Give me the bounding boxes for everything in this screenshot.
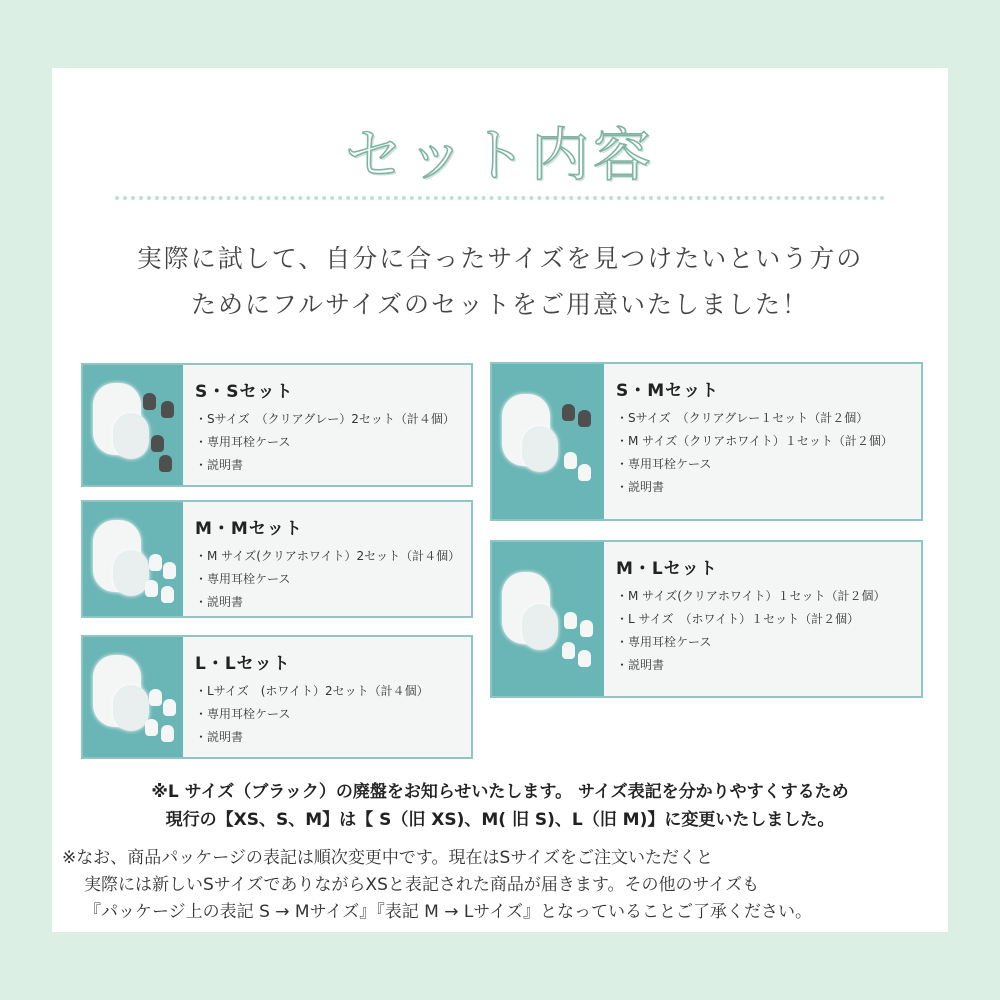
note-line: 『パッケージ上の表記 S → Mサイズ』『表記 M → Lサイズ』となっていることご了承ください。: [84, 902, 812, 922]
dotted-divider: [115, 196, 885, 200]
set-ll: [81, 635, 473, 759]
product-image: [492, 364, 604, 519]
set-item: ・説明書: [616, 658, 665, 672]
case-icon: [113, 685, 149, 731]
product-image: [83, 502, 183, 616]
case-icon: [113, 550, 149, 596]
set-title: L・Lセット: [195, 654, 291, 674]
set-item: ・Sサイズ （クリアグレー）2セット（計４個）: [195, 412, 455, 426]
set-item: ・Sサイズ （クリアグレー１セット（計２個）: [616, 411, 869, 425]
set-item: ・専用耳栓ケース: [195, 435, 291, 449]
set-item: ・専用耳栓ケース: [195, 572, 291, 586]
case-icon: [113, 413, 149, 459]
set-sm: [490, 362, 923, 521]
set-title: S・Mセット: [616, 381, 720, 401]
set-item: ・M サイズ(クリアホワイト）１セット（計２個）: [616, 589, 886, 603]
product-image: [83, 365, 183, 485]
set-item: ・専用耳栓ケース: [616, 635, 712, 649]
product-image: [492, 542, 604, 696]
set-item: ・専用耳栓ケース: [616, 457, 712, 471]
set-item: ・Lサイズ (ホワイト）2セット（計４個）: [195, 684, 429, 698]
lead-line: 実際に試して、自分に合ったサイズを見つけたいという方の: [136, 244, 864, 273]
note-line: ※なお、商品パッケージの表記は順次変更中です。現在はSサイズをご注文いただくと: [62, 848, 713, 868]
set-title: M・Mセット: [195, 519, 303, 539]
notice-line: 現行の【XS、S、M】は【 S（旧 XS)、M( 旧 S)、L（旧 M)】に変更いたしました。: [165, 810, 835, 830]
set-item: ・M サイズ(クリアホワイト）2セット（計４個）: [195, 549, 461, 563]
discontinue-notice: [0, 778, 1000, 834]
lead-text: [0, 236, 1000, 328]
set-mm: [81, 500, 473, 618]
case-icon: [522, 604, 558, 650]
product-image: [83, 637, 183, 757]
case-icon: [522, 426, 558, 472]
set-item: ・専用耳栓ケース: [195, 707, 291, 721]
set-item: ・M サイズ（クリアホワイト）１セット（計２個）: [616, 434, 893, 448]
set-item: ・説明書: [195, 458, 244, 472]
set-item: ・説明書: [195, 730, 244, 744]
set-ml: [490, 540, 923, 698]
set-item: ・説明書: [616, 480, 665, 494]
set-title: M・Lセット: [616, 559, 718, 579]
note-line: 実際には新しいSサイズでありながらXSと表記された商品が届きます。その他のサイズも: [84, 875, 760, 895]
set-item: ・説明書: [195, 595, 244, 609]
package-note: [62, 845, 962, 926]
page-title: セット内容: [344, 121, 655, 189]
set-ss: [81, 363, 473, 487]
lead-line: ためにフルサイズのセットをご用意いたしました！: [190, 290, 809, 319]
set-title: S・Sセット: [195, 382, 294, 402]
set-item: ・L サイズ （ホワイト）１セット（計２個）: [616, 612, 860, 626]
notice-line: ※L サイズ（ブラック）の廃盤をお知らせいたします。 サイズ表記を分かりやすくするため: [151, 782, 849, 802]
